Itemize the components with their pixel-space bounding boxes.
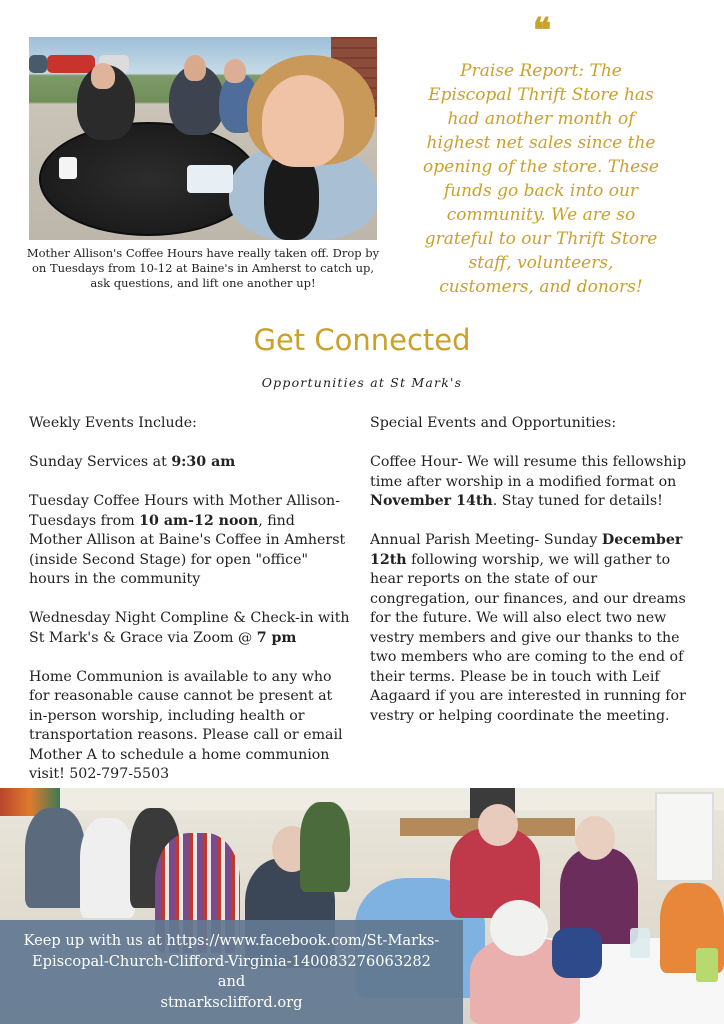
smiling-face: [262, 75, 344, 167]
weekly-events-title: Weekly Events Include:: [29, 415, 197, 431]
special-events-column: [370, 414, 700, 746]
meeting-label: Annual Parish Meeting- Sunday: [370, 532, 602, 548]
special-events-title: Special Events and Opportunities:: [370, 415, 617, 431]
wednesday-time: 7 pm: [256, 629, 297, 646]
white-door: [655, 792, 714, 882]
meeting-details: following worship, we will gather to hear reports on the state of our congregation, our finances, and our dreams for the future. We will also elect two new vestry members and give our thanks to the two members who are coming to the end of their terms. Please be in touch with Leif Aagaard if you are interested in running for vestry or helping coordinate the meeting.: [370, 551, 686, 724]
person-face: [224, 59, 246, 83]
section-subheading: Opportunities at St Mark's: [261, 375, 463, 390]
red-truck: [47, 55, 95, 73]
handbag: [552, 928, 602, 978]
weekly-events-column: [29, 414, 351, 804]
sunday-services: [29, 453, 351, 473]
website-link[interactable]: stmarksclifford.org: [160, 993, 303, 1011]
person-seated: [300, 802, 350, 892]
tuesday-details: , find Mother Allison at Baine's Coffee in Amherst (inside Second Stage) for open "office" hours in the community: [29, 512, 346, 587]
section-heading: Get Connected: [253, 323, 471, 357]
sunday-label: Sunday Services at: [29, 454, 172, 470]
coffee-hour-date: November 14th: [370, 493, 493, 509]
quote-mark-icon: ❝: [532, 11, 552, 51]
facebook-link[interactable]: Keep up with us at https://www.facebook.com/St-Marks-Episcopal-Church-Clifford-Virginia-140083276063282: [23, 932, 440, 970]
wednesday-compline: [29, 609, 351, 648]
person-seated: [80, 818, 135, 918]
home-communion: Home Communion is available to any who for reasonable cause cannot be present at in-person worship, including health or transportation reasons. Please call or email Mother A to schedule a home communion visit! 502-797-5503: [29, 668, 343, 782]
mask-box: [187, 165, 233, 193]
tuesday-label: Tuesday Coffee Hours with Mother Allison- Tuesdays from: [29, 493, 340, 529]
annual-parish-meeting: [370, 531, 700, 726]
praise-report-quote: Praise Report: The Episcopal Thrift Store has had another month of highest net sales since the opening of the store. These funds go back into our community. We are so grateful to our Thrift Store staff, volunteers, customers, and donors!: [423, 61, 659, 297]
photo-caption: Mother Allison's Coffee Hours have really taken off. Drop by on Tuesdays from 10-12 at Baine's in Amherst to catch up, ask questions, and lift one another up!: [26, 246, 380, 290]
sunday-time: 9:30 am: [171, 454, 236, 470]
tuesday-coffee-hours: [29, 492, 351, 590]
wednesday-label: Wednesday Night Compline & Check-in with St Mark's & Grace via Zoom @: [29, 610, 350, 646]
person-face: [184, 55, 206, 81]
coffee-hour-details: . Stay tuned for details!: [492, 493, 663, 509]
white-hair-head: [490, 900, 548, 956]
person-seated: [25, 808, 85, 908]
person-head: [575, 816, 615, 860]
coffee-hour-event: [370, 453, 700, 512]
person-head: [478, 804, 518, 846]
meeting-date: December 12th: [370, 532, 683, 568]
footer-text: [0, 931, 463, 1013]
coffee-hour-label: Coffee Hour- We will resume this fellowship time after worship in a modified format on: [370, 454, 687, 490]
parked-car: [29, 55, 47, 73]
footer-and: and: [217, 973, 246, 990]
tuesday-time: 10 am-12 noon: [139, 512, 259, 529]
ceiling: [0, 788, 724, 810]
water-glass: [630, 928, 650, 958]
drink-glass: [696, 948, 718, 982]
person-face: [91, 63, 115, 89]
coffee-cup: [59, 157, 77, 179]
coffee-hour-photo: [29, 37, 377, 240]
